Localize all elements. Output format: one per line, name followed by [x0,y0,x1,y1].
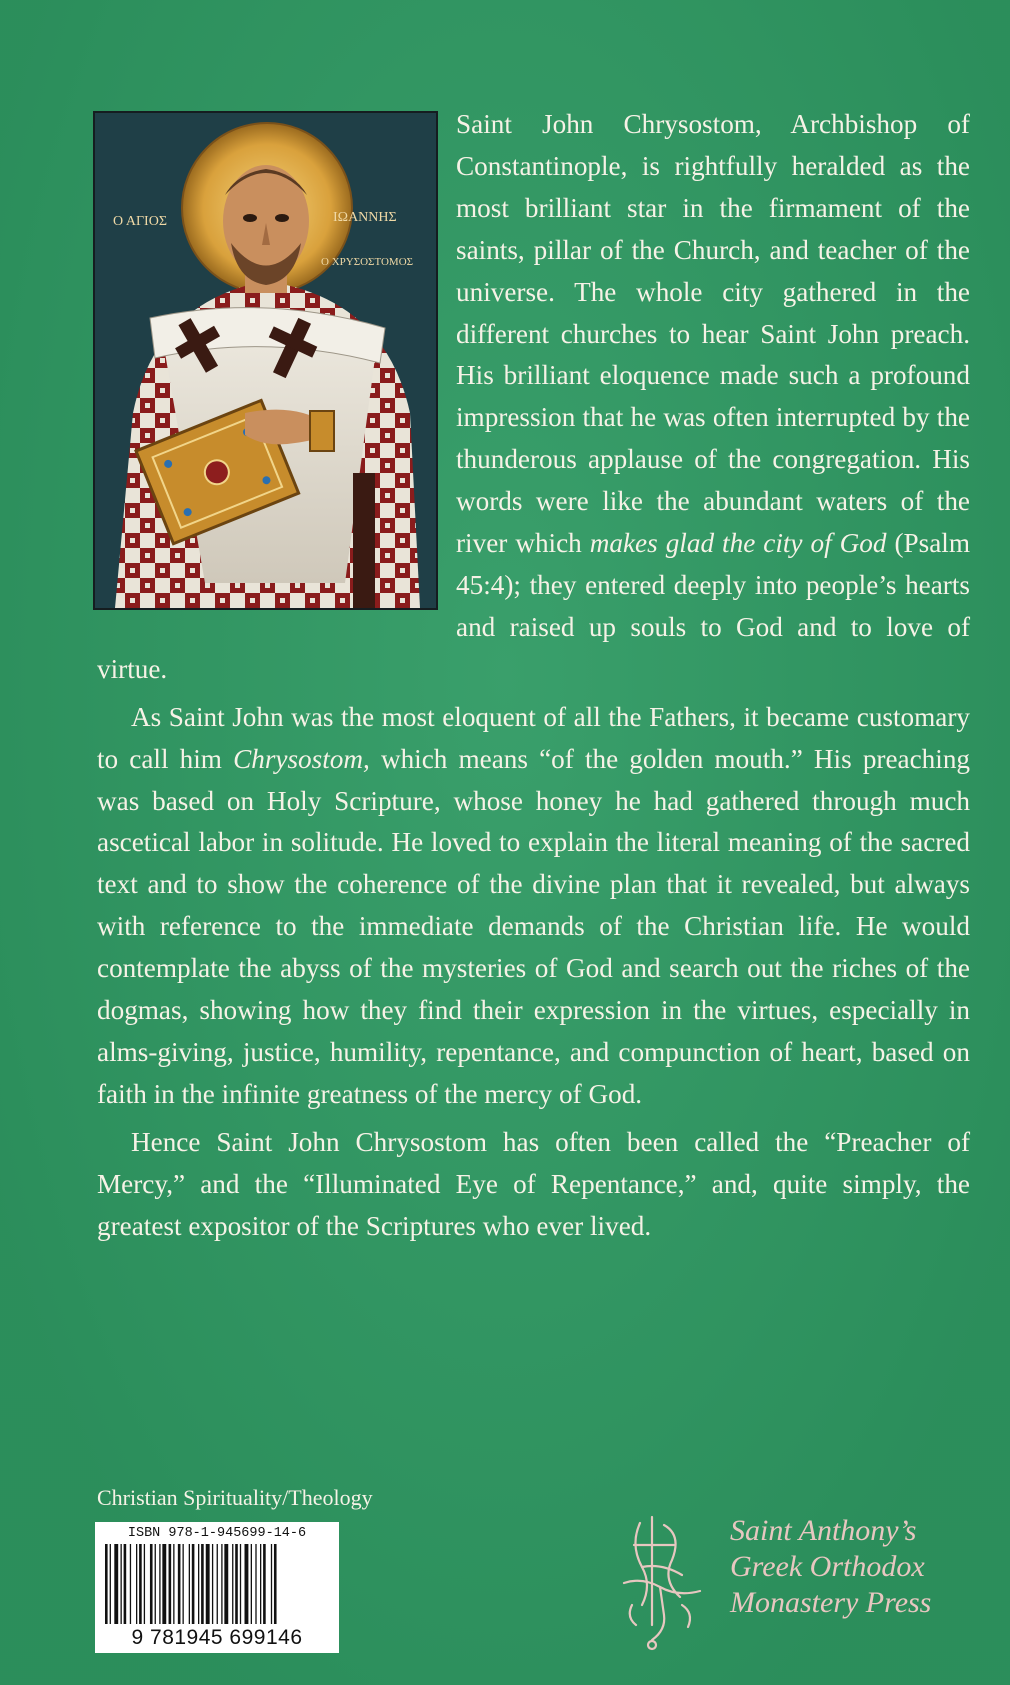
barcode-bar [189,1544,190,1624]
psalm-quote: makes glad the city of God [589,528,887,559]
description-text [97,104,970,1247]
paragraph-1-text: Saint John Chrysostom, Archbishop of Constantinople, is rightfully heralded as the most brilliant star in the firmament of the saints, pillar of the Church, and teacher of the universe. The whole city gathered in the different churches to hear Saint John preach. His brilliant eloquence made such a profound impression that he was often interrupted by the thunderous applause of the congregation. His words were like the abundant waters of the river which [456,109,970,559]
paragraph-3: Hence Saint John Chrysostom has often been called the “Preacher of Mercy,” and the “Illuminated Eye of Repentance,” and, quite simply, the greatest expositor of the Scriptures who ever lived. [97,1126,970,1241]
publisher-line-1: Saint Anthony’s [730,1514,917,1547]
barcode-bar [260,1544,261,1624]
barcode-bar [173,1544,174,1624]
barcode-bar [136,1544,137,1624]
barcode-bar [274,1544,277,1624]
barcode-bar [124,1544,127,1624]
barcode-bar [235,1544,238,1624]
barcode-bar [110,1544,111,1624]
barcode-bar [144,1544,145,1624]
paragraph-1-end: (Psalm 45:4); they entered deeply into people’s hearts and raised up souls to God and to love of virtue. [97,528,970,684]
paragraph-2-end: which means “of the golden mouth.” His preaching was based on Holy Scripture, whose honey he had gathered through much ascetical labor in solitude. He loved to explain the literal meaning of the sacred text and to show the coherence of the divine plan that it revealed, but always with reference to the immediate demands of the Christian life. He would contemplate the abyss of the mysteries of God and search out the riches of the dogmas, showing how they find their expression in the virtues, especially in alms-giving, justice, humility, repentance, and compunction of heart, based on faith in the infinite greatness of the mercy of God. [97,743,971,1109]
barcode-bar [159,1544,160,1624]
publisher-logo-icon [612,1505,720,1655]
barcode-bar [224,1544,228,1624]
icon-inscription-right: ΙΩΑΝΝΗΣ [333,210,397,225]
icon-inscription-left: Ο ΑΓΙΟΣ [113,214,167,229]
barcode-bar [271,1544,272,1624]
barcode-bar [150,1544,153,1624]
barcode-digits: 9 781945 699146 [131,1626,303,1649]
image-text-wrap-spacer [97,104,456,621]
barcode-bar [217,1544,218,1624]
isbn-barcode [95,1522,339,1653]
barcode-bar [263,1544,266,1624]
publisher-name [730,1513,931,1621]
barcode-bar [155,1544,156,1624]
publisher-line-2: Greek Orthodox [730,1550,925,1583]
barcode-bars [101,1544,333,1624]
barcode-bar [139,1544,142,1624]
barcode-bar [201,1544,204,1624]
barcode-bar [251,1544,252,1624]
barcode-bar [240,1544,241,1624]
paragraph-2-start: As Saint John was the most eloquent of all the Fathers, it became customary to call him [97,701,970,774]
barcode-bar [121,1544,122,1624]
barcode-bar [183,1544,184,1624]
barcode-bar [255,1544,256,1624]
barcode-bar [130,1544,131,1624]
icon-inscription-sub: Ο ΧΡΥΣΟΣΤΟΜΟΣ [321,256,414,268]
barcode-bar [105,1544,108,1624]
barcode-bar [232,1544,233,1624]
publisher-line-3: Monastery Press [730,1586,932,1619]
barcode-bar [245,1544,249,1624]
barcode-bar [178,1544,181,1624]
barcode-bar [192,1544,195,1624]
barcode-bar [206,1544,210,1624]
barcode-bar [162,1544,166,1624]
barcode-bar [114,1544,118,1624]
isbn-label: ISBN 978-1-945699-14-6 [127,1526,307,1541]
book-category: Christian Spirituality/Theology [97,1485,373,1510]
barcode-bar [198,1544,199,1624]
paragraph-2 [97,697,970,1116]
barcode-bar [221,1544,222,1624]
chrysostom-term: Chrysostom, [233,743,370,774]
barcode-bar [212,1544,213,1624]
barcode-bar [169,1544,172,1624]
